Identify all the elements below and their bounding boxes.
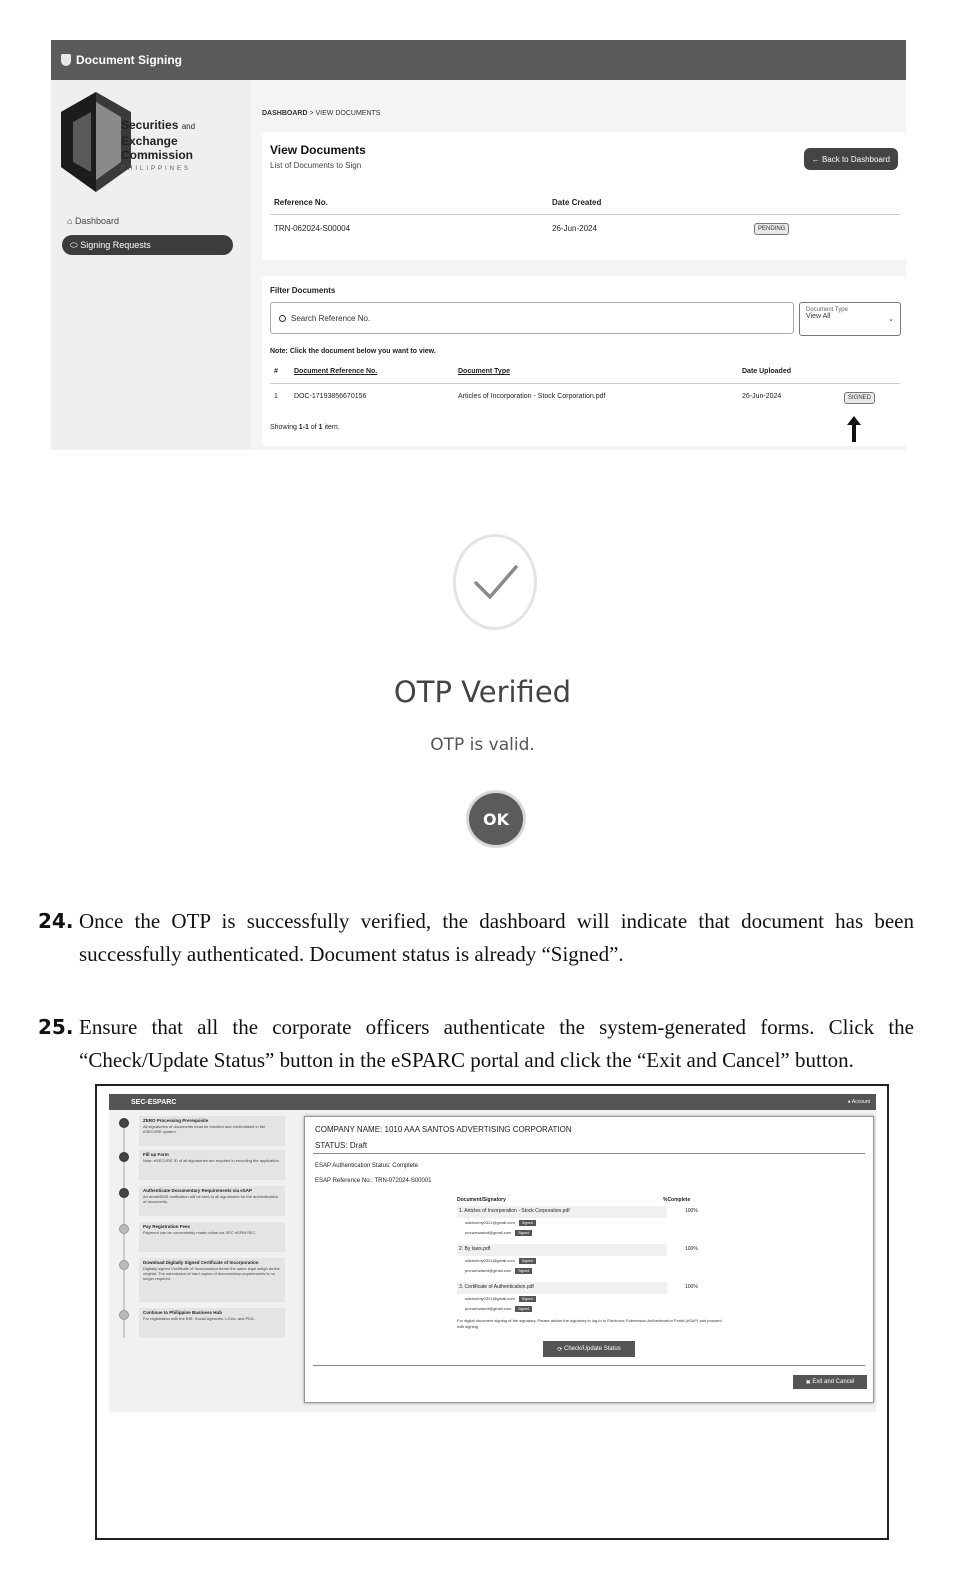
check-button-label: Check/Update Status — [564, 1346, 621, 1352]
logo-line1-small: and — [181, 122, 196, 131]
esparc-step-desc: All signatories of documents must be enrolled and credentialed in the eSECURE system. — [143, 1124, 266, 1134]
signing-note: For digital document signing of the signatory. Please advise the signatory to log-in to Electronic Submission Authentication Portal (eSAP) and proceed with signing. — [457, 1318, 722, 1329]
esparc-step-title: Download Digitally Signed Certificate of Incorporation — [143, 1260, 259, 1265]
company-name: COMPANY NAME: 1010 AAA SANTOS ADVERTISING CORPORATION — [315, 1125, 572, 1134]
signatory-row — [465, 1256, 667, 1265]
logo-line4: PHILIPPINES — [121, 166, 192, 172]
signed-badge: Signed — [519, 1258, 536, 1264]
signatory-row — [465, 1294, 667, 1303]
exit-and-cancel-button[interactable] — [793, 1375, 867, 1389]
step-number: 24. — [38, 909, 74, 933]
divider — [313, 1153, 865, 1154]
logo-line3: Commission — [121, 148, 194, 162]
esparc-step-title: Fill up Form — [143, 1152, 169, 1157]
page-title: View Documents — [270, 143, 366, 157]
esap-auth-status: ESAP Authentication Status: Complete — [315, 1163, 418, 1169]
step-dot-pending-icon — [119, 1260, 129, 1270]
step-dot-done-icon — [119, 1152, 129, 1162]
breadcrumb-separator: > — [309, 110, 314, 117]
esparc-step — [139, 1308, 285, 1338]
esparc-step-desc: An email/SMS notification will be sent to all signatories for the authentication of documents. — [143, 1194, 278, 1204]
signatory-row — [465, 1266, 667, 1275]
pagination-summary — [270, 424, 340, 431]
esparc-window — [109, 1094, 876, 1412]
column-header-date-uploaded: Date Uploaded — [742, 368, 792, 375]
filter-documents-card — [262, 276, 906, 446]
signatory-email: prcrazrwawrd@gmail.com — [465, 1306, 512, 1311]
document-type-value: View All — [806, 313, 831, 320]
account-label: Account — [851, 1099, 870, 1105]
breadcrumb — [262, 110, 380, 117]
date-uploaded: 26-Jun-2024 — [742, 393, 782, 400]
document-signing-screenshot — [51, 40, 906, 450]
back-to-dashboard-button[interactable] — [804, 148, 898, 170]
step-dot-pending-icon — [119, 1310, 129, 1320]
esparc-step-title: Authenticate Documentary Requirements via eSAP — [143, 1188, 253, 1193]
esparc-step — [139, 1116, 285, 1146]
signatory-email: uatdummy0321@gmail.com — [465, 1258, 515, 1263]
checkmark-icon — [456, 537, 534, 627]
column-header-document-signatory: Document/Signatory — [457, 1197, 506, 1203]
step-number: 25. — [38, 1015, 74, 1039]
filter-title: Filter Documents — [270, 286, 336, 295]
application-status: STATUS: Draft — [315, 1141, 368, 1150]
sidebar-item-signing-requests[interactable]: ⬭ Signing Requests — [62, 235, 233, 255]
signatory-email: prcrazrwawrd@gmail.com — [465, 1268, 512, 1273]
esparc-step-title: Pay Registration Fees — [143, 1224, 191, 1229]
esparc-title: SEC-ESPARC — [131, 1098, 177, 1106]
back-button-label: Back to Dashboard — [821, 154, 890, 164]
column-header-percent-complete: %Complete — [663, 1197, 691, 1203]
success-check-icon — [453, 534, 537, 630]
sidebar-item-dashboard[interactable]: ⌂ Dashboard — [67, 216, 119, 226]
showing-suffix: item. — [322, 424, 340, 431]
document-percent: 100% — [685, 1208, 698, 1214]
divider — [313, 1365, 865, 1366]
document-type-select[interactable] — [799, 302, 901, 336]
step-text: Ensure that all the corporate officers authenticate the system-generated forms. Click the “Check/Update Status” button in the eSPARC portal and click the “Exit and Cancel” button. — [79, 1015, 914, 1072]
instruction-note: Note: Click the document below you want to view. — [270, 348, 436, 355]
esparc-step-title: Continue to Philippine Business Hub — [143, 1310, 223, 1315]
breadcrumb-current: VIEW DOCUMENTS — [315, 110, 381, 117]
account-menu[interactable]: ● Account — [847, 1099, 870, 1105]
esparc-step-desc: Payment can be conveniently made online via SEC eSPAYSEC. — [143, 1230, 257, 1235]
esparc-step — [139, 1150, 285, 1180]
esparc-step — [139, 1222, 285, 1252]
date-created: 26-Jun-2024 — [552, 224, 597, 233]
signed-badge: Signed — [515, 1268, 532, 1274]
app-header — [51, 40, 906, 80]
document-row: 1. Articles of Incorporation - Stock Corporation.pdf — [457, 1206, 667, 1218]
signatory-email: uatdummy0321@gmail.com — [465, 1220, 515, 1225]
signatory-email: uatdummy0321@gmail.com — [465, 1296, 515, 1301]
document-percent: 100% — [685, 1246, 698, 1252]
column-header-number: # — [274, 368, 278, 375]
divider — [270, 383, 900, 384]
sidebar-item-label: Dashboard — [74, 216, 119, 226]
step-dot-done-icon — [119, 1118, 129, 1128]
arrow-left-icon: ← — [811, 154, 822, 164]
signatory-row — [465, 1304, 667, 1313]
logo-text — [121, 118, 195, 176]
esparc-step-desc: Note: eSECURE ID of all signatories are required in encoding the application. — [143, 1158, 280, 1163]
otp-verified-title: OTP Verified — [393, 675, 572, 709]
logo-line1: Securities — [121, 118, 179, 132]
column-header-reference: Reference No. — [274, 198, 328, 207]
esparc-step — [139, 1258, 285, 1302]
view-documents-card — [262, 132, 906, 260]
row-number: 1 — [274, 393, 278, 400]
esparc-screenshot — [95, 1084, 889, 1540]
status-badge-signed: SIGNED — [844, 392, 875, 404]
breadcrumb-root[interactable]: DASHBOARD — [262, 110, 308, 117]
ok-button[interactable]: OK — [466, 790, 526, 848]
signatory-email: prcrazrwawrd@gmail.com — [465, 1230, 512, 1235]
column-header-document-reference[interactable]: Document Reference No. — [294, 368, 378, 375]
document-percent: 100% — [685, 1284, 698, 1290]
search-input[interactable] — [270, 302, 794, 334]
check-update-status-button[interactable] — [543, 1341, 635, 1357]
refresh-icon: ⟳ — [557, 1346, 564, 1353]
exit-button-label: Exit and Cancel — [812, 1379, 855, 1385]
chevron-down-icon: ⌄ — [888, 316, 894, 323]
showing-range: 1-1 — [298, 424, 309, 431]
page-subtitle: List of Documents to Sign — [270, 161, 362, 170]
app-title: Document Signing — [76, 53, 182, 67]
shield-icon — [61, 54, 71, 66]
signed-badge: Signed — [519, 1296, 536, 1302]
esparc-step-desc: For registration with the BIR, Social Agencies, LGUs, and PDA. — [143, 1316, 255, 1321]
document-row: 2. By laws.pdf — [457, 1244, 667, 1256]
logo-line2: Exchange — [121, 134, 178, 148]
esparc-step-desc: Digitally signed Certificate of Incorporation bears the same legal weigh as the original. The submission of hard copies of documentary requirements is no longer required. — [143, 1266, 280, 1281]
signed-badge: Signed — [515, 1306, 532, 1312]
document-type-label: Document Type — [806, 307, 848, 313]
step-dot-pending-icon — [119, 1224, 129, 1234]
arrow-up-icon — [847, 416, 861, 442]
reference-number: TRN-062024-S00004 — [274, 224, 351, 233]
showing-middle: of — [308, 424, 319, 431]
signatory-row — [465, 1228, 667, 1237]
document-row: 3. Certificate of Authentication.pdf — [457, 1282, 667, 1294]
esparc-step-title: ZERO Processing Prerequisite — [143, 1118, 209, 1123]
esap-reference-number: ESAP Reference No.: TRN-072024-S00001 — [315, 1178, 432, 1184]
document-reference[interactable]: DOC-17193856670156 — [294, 393, 367, 400]
showing-total: 1 — [318, 424, 323, 431]
search-icon — [279, 315, 286, 322]
signed-badge: Signed — [519, 1220, 536, 1226]
close-icon: ✖ — [805, 1379, 813, 1386]
showing-prefix: Showing — [270, 424, 299, 431]
divider — [270, 214, 900, 215]
column-header-date-created: Date Created — [552, 198, 602, 207]
column-header-document-type[interactable]: Document Type — [458, 368, 510, 375]
signatory-row — [465, 1218, 667, 1227]
esparc-step — [139, 1186, 285, 1216]
search-placeholder: Search Reference No. — [291, 313, 371, 323]
application-status-panel — [304, 1116, 874, 1403]
status-badge-pending: PENDING — [754, 223, 789, 235]
signed-badge: Signed — [515, 1230, 532, 1236]
esparc-header — [109, 1094, 876, 1110]
step-text: Once the OTP is successfully verified, the dashboard will indicate that document has been successfully authenticated. Document status is already “Signed”. — [79, 909, 914, 966]
otp-message: OTP is valid. — [430, 735, 535, 755]
step-dot-current-icon — [119, 1188, 129, 1198]
sidebar-item-label: Signing Requests — [80, 240, 151, 250]
document-type[interactable]: Articles of Incorporation - Stock Corporation.pdf — [458, 393, 606, 400]
